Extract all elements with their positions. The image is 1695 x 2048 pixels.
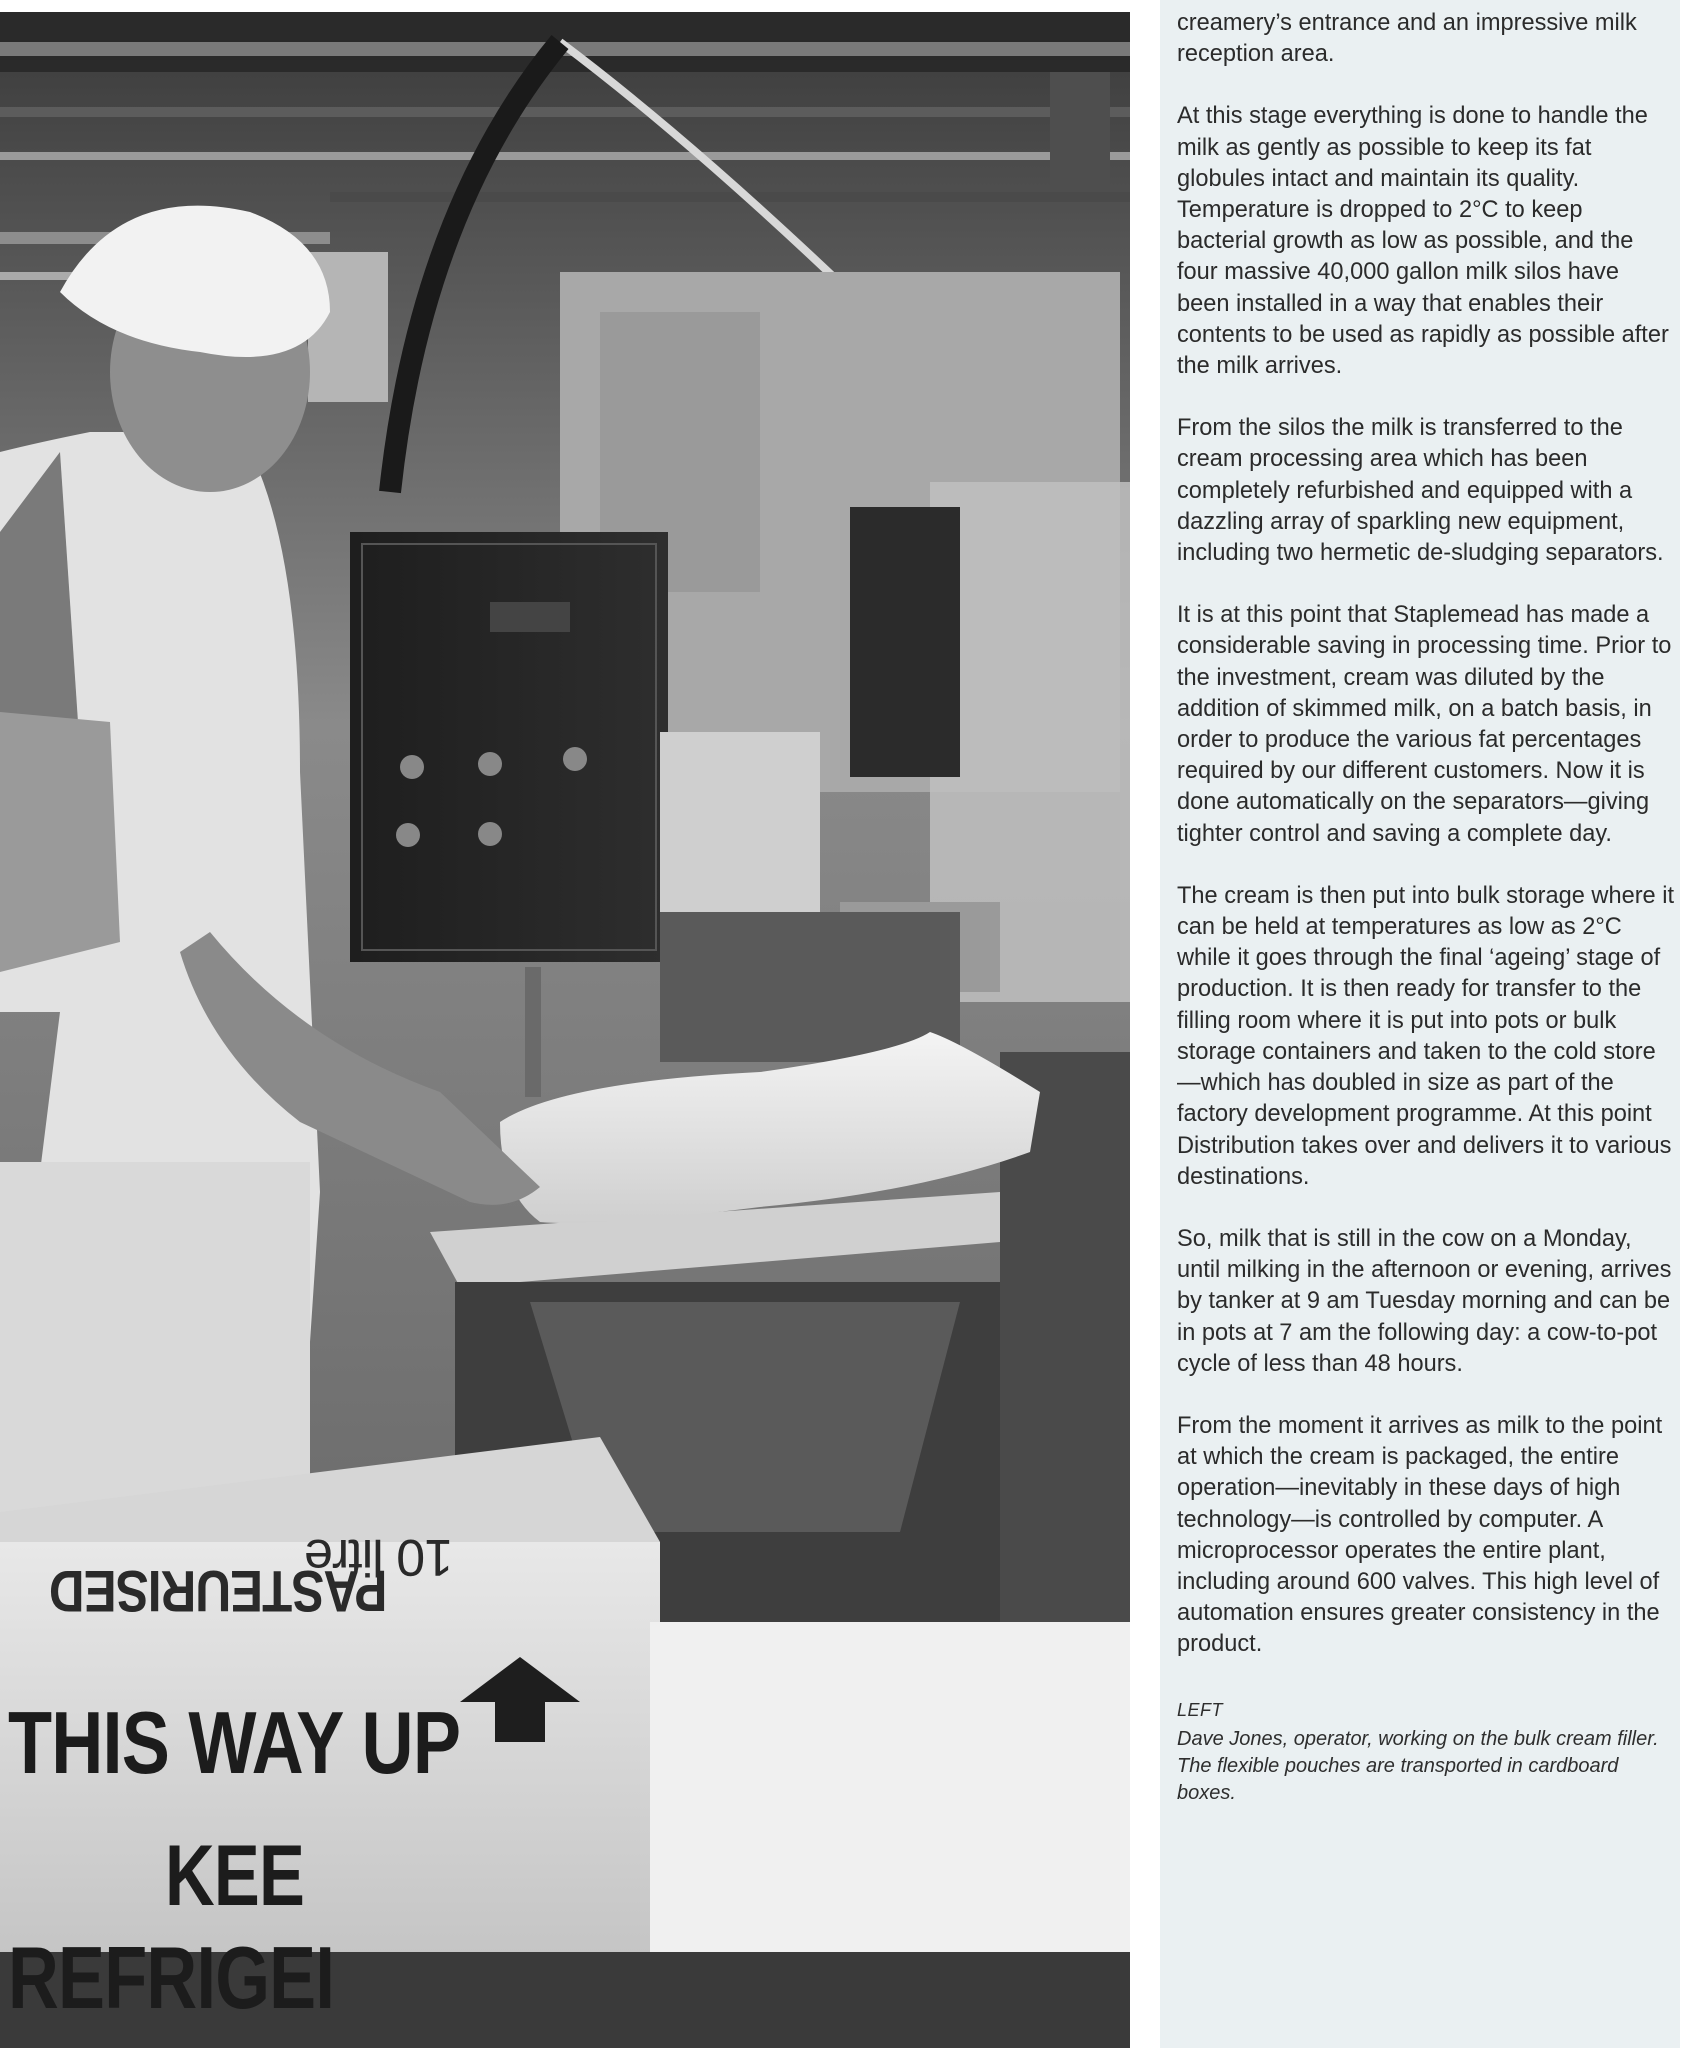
box-keep-label: KEE [165,1828,305,1924]
box-refrigerated-label: REFRIGEI [8,1928,335,2027]
article-paragraph: From the moment it arrives as milk to the point at which the cream is packaged, the entire operation—inevitably in these days of high technology—is controlled by computer. A microprocessor operates the entire plant, including around 600 valves. This high level of automation ensures greater consistency in the product. [1177,1412,1663,1658]
caption-text: Dave Jones, operator, working on the bulk cream filler. The flexible pouches are transported in cardboard boxes. [1177,1727,1659,1804]
article-paragraph: From the silos the milk is transferred to the cream processing area which has been completely refurbished and equipped with a dazzling array of sparkling new equipment, including two hermetic de-sludging separators. [1177,415,1664,567]
article-column [1160,0,1680,2048]
caption-heading: LEFT [1177,1699,1224,1720]
box-ten-litre-label: 10 litre [305,1528,454,1586]
article-paragraph: So, milk that is still in the cow on a Monday, until milking in the afternoon or evening, arrives by tanker at 9 am Tuesday morning and can be in pots at 7 am the following day: a cow-to-pot cycle of less than 48 hours. [1177,1225,1672,1377]
box-this-way-up-label: THIS WAY UP [8,1693,461,1792]
article-paragraph: At this stage everything is done to handle the milk as gently as possible to keep its fat globules intact and maintain its quality. Temperature is dropped to 2°C to keep bacterial growth as low as possible, and the four massive 40,000 gallon milk silos have been installed in a way that enables their contents to be used as rapidly as possible after the milk arrives. [1177,103,1669,380]
factory-photo [0,12,1130,2048]
article-paragraph: It is at this point that Staplemead has made a considerable saving in processing time. Prior to the investment, cream was diluted by the addition of skimmed milk, on a batch basis, in order to produce the various fat percentages required by our different customers. Now it is done automatically on the separators—giving tighter control and saving a complete day. [1177,602,1672,847]
article-paragraph: creamery’s entrance and an impressive milk reception area. [1177,10,1637,68]
box-pasteurised-label: PASTEURISED [49,1558,388,1623]
article-paragraph: The cream is then put into bulk storage where it can be held at temperatures as low as 2°C while it goes through the final ‘ageing’ stage of production. It is then ready for transfer to the filling room where it is put into pots or bulk storage containers and taken to the cold store—which has doubled in size as part of the factory development programme. At this point Distribution takes over and delivers it to various destinations. [1177,882,1675,1190]
article-body [1177,8,1677,1807]
photo-caption [1177,1697,1677,1807]
